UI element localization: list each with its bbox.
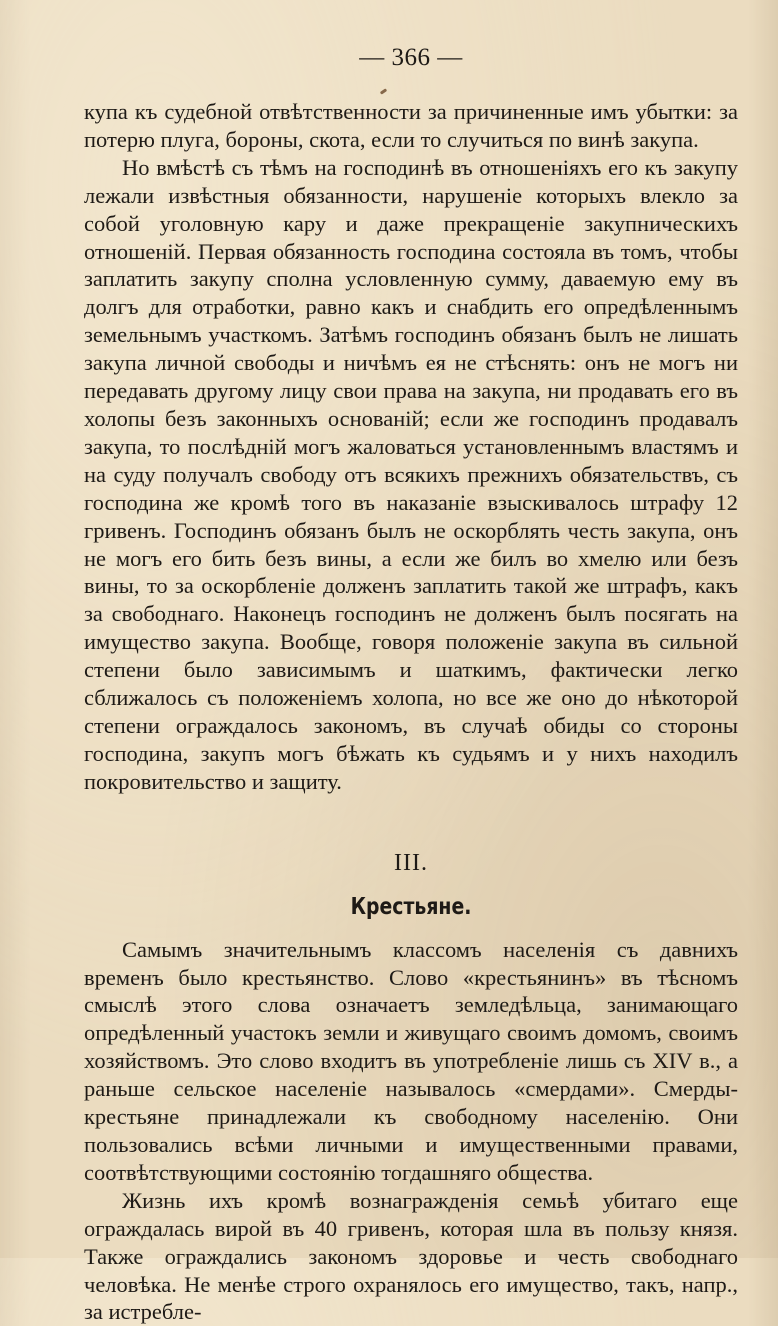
paragraph-lord-obligations: Но вмѣстѣ съ тѣмъ на господинѣ въ отношеніяхъ его къ закупу лежали извѣстныя обязанности, нарушеніе которыхъ влекло за собой уголовную кару и даже прекращеніе закупническихъ отношеній. Первая обязанность господина состояла въ томъ, чтобы заплатить закупу сполна условленную сумму, даваемую ему въ долгъ для отработки, равно какъ и снабдить его опредѣленнымъ земельнымъ участкомъ. Затѣмъ господинъ обязанъ былъ не лишать закупа личной свободы и ничѣмъ ея не стѣснять: онъ не могъ ни передавать другому лицу свои права на закупа, ни продавать его въ холопы безъ законныхъ основаній; если же господинъ продавалъ закупа, то послѣдній могъ жаловаться установленнымъ властямъ и на суду получалъ свободу отъ всякихъ прежнихъ обязательствъ, съ господина же кромѣ того въ наказаніе взыскивалось штрафу 12 гривенъ. Господинъ обязанъ былъ не оскорблять честь закупа, онъ не могъ его бить безъ вины, а если же билъ во хмелю или безъ вины, то за оскорбленіе долженъ заплатить такой же штрафъ, какъ за свободнаго. Наконецъ господинъ не долженъ былъ посягать на имущество закупа. Вообще, говоря положеніе закупа въ сильной степени было зависимымъ и шаткимъ, фактически легко сближалось съ положеніемъ холопа, но все же оно до нѣкоторой степени ограждалось закономъ, въ случаѣ обиды со стороны господина, закупъ могъ бѣжать къ судьямъ и у нихъ находилъ покровительство и защиту. xyxy=(84,154,738,794)
paragraph-wergild: Жизнь ихъ кромѣ вознагражденія семьѣ убитаго еще ограждалась вирой въ 40 гривенъ, которая шла въ пользу князя. Также ограждались закономъ здоровье и честь свободнаго человѣка. Не менѣе строго охранялось его имущество, такъ, напр., за истребле- xyxy=(84,1187,738,1325)
section-number: III. xyxy=(394,849,428,876)
paragraph-continuation: купа къ судебной отвѣтственности за причиненные имъ убытки: за потерю плуга, бороны, скота, если то случиться по винѣ закупа. xyxy=(84,99,738,152)
paragraph-peasantry: Самымъ значительнымъ классомъ населенія съ давнихъ временъ было крестьянство. Слово «крестьянинъ» въ тѣсномъ смыслѣ этого слова означаетъ земледѣльца, занимающаго опредѣленный участокъ земли и живущаго своимъ домомъ, своимъ хозяйствомъ. Это слово входитъ въ употребленіе лишь съ XIV в., а раньше сельское населеніе называлось «смердами». Смерды-крестьяне принадлежали къ свободному населенію. Они пользовались всѣми личными и имущественными правами, соотвѣтствующими состоянію тогдашняго общества. xyxy=(84,936,738,1185)
book-page xyxy=(84,40,738,1326)
page-number: — 366 — xyxy=(359,44,463,71)
text-block-before xyxy=(84,98,738,796)
section-title: Крестьяне. xyxy=(350,893,472,920)
ink-speck xyxy=(380,88,387,94)
text-block-after xyxy=(84,936,738,1326)
